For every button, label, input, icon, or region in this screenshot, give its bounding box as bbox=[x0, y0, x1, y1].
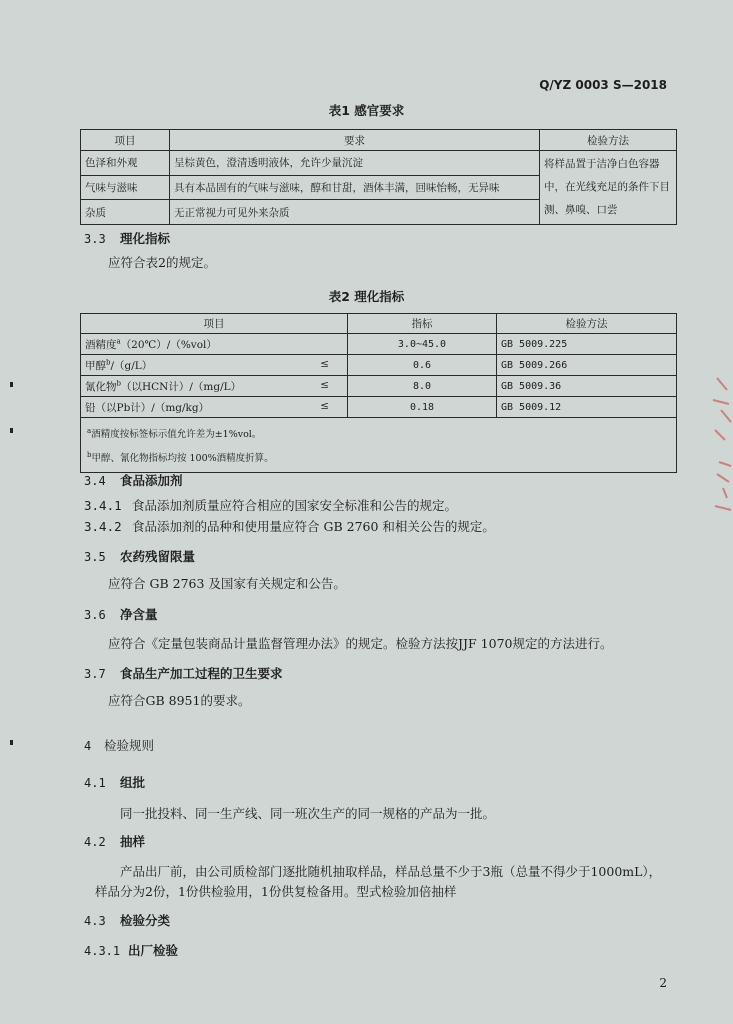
section-heading bbox=[84, 229, 170, 247]
section-title: 出厂检验 bbox=[128, 943, 179, 958]
table2-cell-method: GB 5009.12 bbox=[497, 397, 677, 418]
table2-note-a: $^a$酒精度按标签标示值允许差为±1%vol。 bbox=[87, 427, 262, 441]
section-heading bbox=[84, 736, 154, 754]
table-row bbox=[81, 355, 677, 376]
section-number: 3.3 bbox=[84, 232, 106, 246]
table2-cell-value: 3.0~45.0 bbox=[348, 334, 497, 355]
section-title: 抽样 bbox=[120, 834, 146, 849]
scan-mark bbox=[10, 428, 13, 433]
section-heading bbox=[84, 832, 145, 850]
table2-cell-method: GB 5009.225 bbox=[497, 334, 677, 355]
paragraph: 应符合 GB 2763 及国家有关规定和公告。 bbox=[108, 576, 346, 591]
table1-cell-item: 气味与滋味 bbox=[81, 175, 170, 200]
section-number: 3.4 bbox=[84, 474, 106, 488]
section-number: 4 bbox=[84, 739, 92, 753]
table1-cell-requirement: 呈棕黄色，澄清透明液体，允许少量沉淀 bbox=[170, 151, 540, 176]
standard-number: Q/YZ 0003 S—2018 bbox=[539, 78, 667, 92]
paragraph: 产品出厂前，由公司质检部门逐批随机抽取样品，样品总量不少于3瓶（总量不得少于1000mL）， bbox=[120, 864, 662, 879]
section-title: 食品添加剂 bbox=[120, 473, 183, 488]
table2-notes bbox=[81, 418, 677, 473]
paragraph: 样品分为2份，1份供检验用，1份供复检备用。型式检验加倍抽样 bbox=[95, 884, 457, 899]
section-title: 净含量 bbox=[120, 607, 158, 622]
table2-header-indicator: 指标 bbox=[348, 314, 497, 334]
section-title: 组批 bbox=[120, 775, 146, 790]
table2-cell-item: 铅（以Pb计）/（mg/kg） ≤ bbox=[81, 397, 348, 418]
section-heading bbox=[84, 773, 145, 791]
table2-cell-method: GB 5009.36 bbox=[497, 376, 677, 397]
section-title: 理化指标 bbox=[120, 231, 171, 246]
paragraph: 3.4.2 食品添加剂的品种和使用量应符合 GB 2760 和相关公告的规定。 bbox=[84, 519, 495, 534]
physicochemical-table bbox=[80, 313, 677, 473]
section-number: 4.2 bbox=[84, 835, 106, 849]
table2-caption: 表2 理化指标 bbox=[328, 289, 405, 304]
table2-cell-item: 酒精度$^a$（20℃）/（%vol） bbox=[81, 334, 348, 355]
paragraph: 3.4.1 食品添加剂质量应符合相应的国家安全标准和公告的规定。 bbox=[84, 498, 458, 513]
table-row bbox=[81, 397, 677, 418]
table1-cell-requirement: 具有本品固有的气味与滋味，醇和甘甜，酒体丰满，回味怡畅，无异味 bbox=[170, 175, 540, 200]
table1-cell-method: 将样品置于洁净白色容器中，在光线充足的条件下目测、鼻嗅、口尝 bbox=[540, 151, 677, 225]
paragraph: 应符合GB 8951的要求。 bbox=[108, 693, 251, 708]
table1-cell-requirement: 无正常视力可见外来杂质 bbox=[170, 200, 540, 225]
table2-cell-method: GB 5009.266 bbox=[497, 355, 677, 376]
section-heading bbox=[84, 664, 283, 682]
paragraph: 应符合表2的规定。 bbox=[108, 255, 216, 270]
section-heading bbox=[84, 547, 195, 565]
table2-cell-value: 0.6 bbox=[348, 355, 497, 376]
table-row bbox=[81, 376, 677, 397]
section-heading bbox=[84, 471, 183, 489]
scan-mark bbox=[10, 382, 13, 387]
section-title: 食品生产加工过程的卫生要求 bbox=[120, 666, 283, 681]
table2-note-b: $^b$甲醇、氰化物指标均按 100%酒精度折算。 bbox=[87, 451, 274, 465]
table1-header-item: 项目 bbox=[81, 130, 170, 151]
table2-header-item: 项目 bbox=[81, 314, 348, 334]
section-title: 检验规则 bbox=[104, 738, 155, 753]
red-stamp-fragment bbox=[707, 370, 733, 520]
section-heading bbox=[84, 605, 158, 623]
paragraph: 应符合《定量包装商品计量监督管理办法》的规定。检验方法按JJF 1070规定的方法进行。 bbox=[108, 636, 613, 651]
table1-header-method: 检验方法 bbox=[540, 130, 677, 151]
scan-mark bbox=[10, 740, 13, 745]
section-title: 检验分类 bbox=[120, 913, 171, 928]
section-number: 3.5 bbox=[84, 550, 106, 564]
table1-cell-item: 色泽和外观 bbox=[81, 151, 170, 176]
section-title: 农药残留限量 bbox=[120, 549, 196, 564]
sensory-requirements-table bbox=[80, 129, 677, 225]
table1-cell-item: 杂质 bbox=[81, 200, 170, 225]
table-row bbox=[81, 334, 677, 355]
section-number: 3.7 bbox=[84, 667, 106, 681]
table1-caption: 表1 感官要求 bbox=[328, 103, 405, 118]
section-number: 3.6 bbox=[84, 608, 106, 622]
table2-header-method: 检验方法 bbox=[497, 314, 677, 334]
section-number: 4.3.1 bbox=[84, 944, 121, 958]
section-number: 4.1 bbox=[84, 776, 106, 790]
table1-header-requirement: 要求 bbox=[170, 130, 540, 151]
table-row bbox=[81, 151, 677, 176]
table2-cell-item: 氰化物$^b$（以HCN计）/（mg/L） ≤ bbox=[81, 376, 348, 397]
page-number: 2 bbox=[659, 976, 667, 990]
paragraph: 同一批投料、同一生产线、同一班次生产的同一规格的产品为一批。 bbox=[120, 806, 496, 821]
section-heading bbox=[84, 911, 170, 929]
table2-cell-item: 甲醇$^b$/（g/L） ≤ bbox=[81, 355, 348, 376]
table2-cell-value: 0.18 bbox=[348, 397, 497, 418]
section-heading bbox=[84, 941, 178, 959]
table2-cell-value: 8.0 bbox=[348, 376, 497, 397]
section-number: 4.3 bbox=[84, 914, 106, 928]
